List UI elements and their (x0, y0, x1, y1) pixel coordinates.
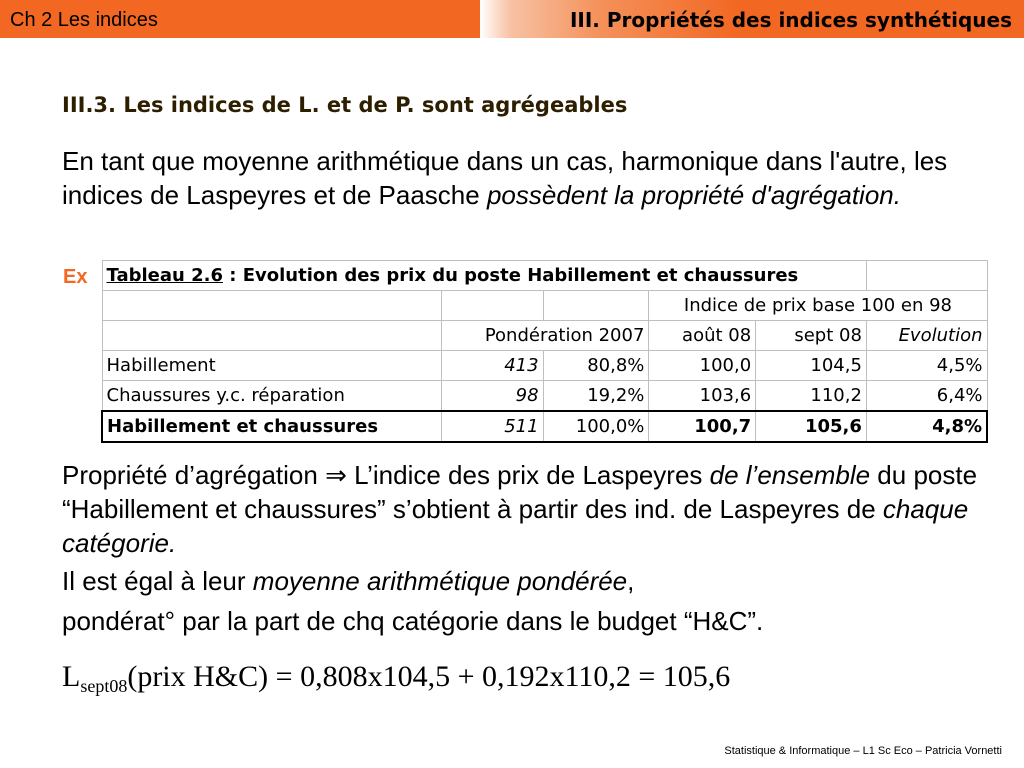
property-italic: chaque catégorie. (62, 494, 969, 558)
row-share: 19,2% (543, 381, 649, 412)
empty-cell (866, 261, 987, 291)
section-title: III. Propriétés des indices synthétiques (569, 8, 1012, 32)
table-caption (102, 261, 866, 291)
row-label: Chaussures y.c. réparation (102, 381, 441, 412)
intro-text: En tant que moyenne arithmétique dans un cas, harmonique dans l'autre, les indices de Laspeyres et de Paasche (62, 146, 948, 210)
ponderation-header: Pondération 2007 (441, 321, 649, 351)
total-evolution: 4,8% (866, 411, 987, 442)
empty-cell (102, 291, 441, 321)
row-aout: 100,0 (649, 351, 756, 381)
row-sept: 104,5 (756, 351, 867, 381)
intro-paragraph (62, 144, 992, 212)
table-row (102, 351, 987, 381)
table-header-row-2 (102, 321, 987, 351)
example-label: Ex (63, 266, 88, 288)
line3-text: , (627, 566, 635, 596)
formula-expression: (prix H&C) = 0,808x104,5 + 0,192x110,2 = 105,6 (127, 660, 731, 693)
laspeyres-formula (62, 660, 730, 697)
chapter-title: Ch 2 Les indices (10, 9, 158, 31)
evolution-header: Evolution (866, 321, 987, 351)
sept-header: sept 08 (756, 321, 867, 351)
property-text: du poste “Habillement et chaussures” s’obtient à partir des ind. de Laspeyres de (62, 460, 978, 524)
slide-subtitle: III.3. Les indices de L. et de P. sont agrégeables (62, 93, 628, 117)
aout-header: août 08 (649, 321, 756, 351)
total-aout: 100,7 (649, 411, 756, 442)
row-evolution: 4,5% (866, 351, 987, 381)
indice-header: Indice de prix base 100 en 98 (649, 291, 987, 321)
total-share: 100,0% (543, 411, 649, 442)
empty-cell (441, 291, 543, 321)
section-header (480, 0, 1024, 38)
table-caption-text: : Evolution des prix du poste Habillement et chaussures (222, 265, 799, 286)
chapter-header (0, 0, 480, 38)
footer: Statistique & Informatique – L1 Sc Eco – Patricia Vornetti (724, 745, 1002, 757)
weighted-mean-line (62, 564, 992, 598)
table-ref: Tableau 2.6 (106, 265, 223, 286)
empty-cell (543, 291, 649, 321)
intro-italic-text: possèdent la propriété d'agrégation. (486, 180, 901, 210)
line3-text: Il est égal à leur (62, 566, 253, 596)
property-paragraph (62, 458, 992, 560)
row-share: 80,8% (543, 351, 649, 381)
table-header-row-1 (102, 291, 987, 321)
row-aout: 103,6 (649, 381, 756, 412)
formula-symbol: L (62, 660, 81, 693)
property-italic: de l’ensemble (709, 460, 871, 490)
row-weight: 413 (441, 351, 543, 381)
table-caption-row (102, 261, 987, 291)
row-evolution: 6,4% (866, 381, 987, 412)
line3-italic: moyenne arithmétique pondérée (252, 566, 628, 596)
total-weight: 511 (441, 411, 543, 442)
price-index-table (101, 260, 988, 443)
table-row (102, 381, 987, 412)
row-label: Habillement (102, 351, 441, 381)
row-weight: 98 (441, 381, 543, 412)
property-text: Propriété d’agrégation (62, 460, 326, 490)
total-sept: 105,6 (756, 411, 867, 442)
row-sept: 110,2 (756, 381, 867, 412)
table-total-row (102, 411, 987, 442)
weighting-line: pondérat° par la part de chq catégorie dans le budget “H&C”. (62, 606, 764, 636)
empty-cell (102, 321, 441, 351)
total-label: Habillement et chaussures (102, 411, 441, 442)
property-text: L’indice des prix de Laspeyres (346, 460, 710, 490)
formula-subscript: sept08 (80, 676, 128, 696)
implies-arrow-icon: ⇒ (325, 460, 347, 490)
